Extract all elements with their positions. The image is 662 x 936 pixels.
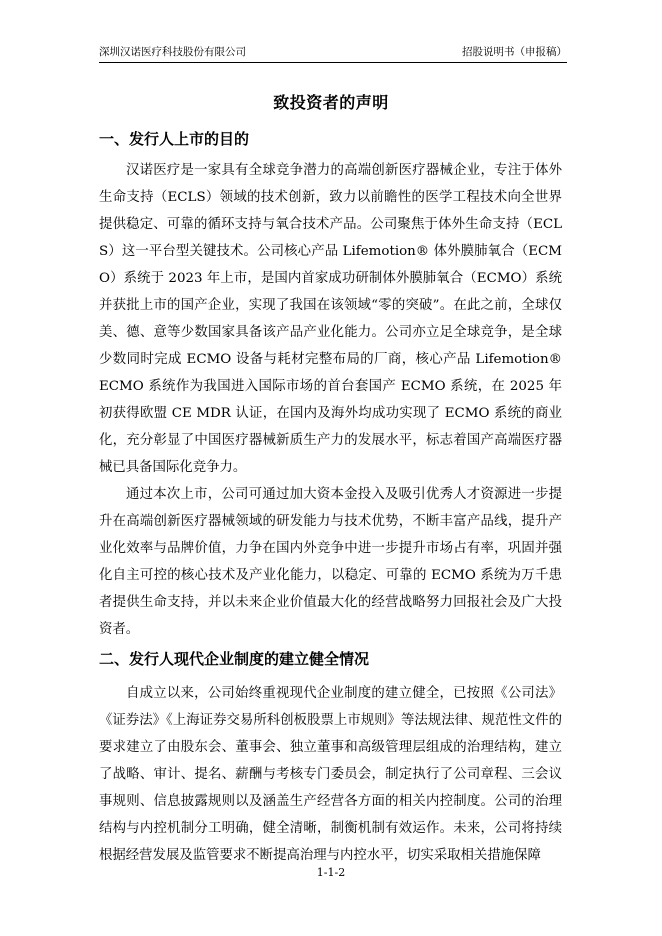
paragraph-company-overview: 汉诺医疗是一家具有全球竞争潜力的高端创新医疗器械企业，专注于体外生命支持（ECLS）领域的技术创新，致力以前瞻性的医学工程技术向全世界提供稳定、可靠的循环支持与氧合技术产品。公司聚焦于体外生命支持（ECLS）这一平台型关键技术。公司核心产品 Lifemotion® 体外膜肺氧合（ECMO）系统于 2023 年上市，是国内首家成功研制体外膜肺氧合（ECMO）系统并获批上市的国产企业，实现了我国在该领域“零的突破”。在此之前，全球仅美、德、意等少数国家具备该产品产业化能力。公司亦立足全球竞争，是全球少数同时完成 ECMO 设备与耗材完整布局的厂商，核心产品 Lifemotion® ECMO 系统作为我国进入国际市场的首台套国产 ECMO 系统，在 2025 年初获得欧盟 CE MDR 认证，在国内及海外均成功实现了 ECMO 系统的商业化，充分彰显了中国医疗器械新质生产力的发展水平，标志着国产高端医疗器械已具备国际化竞争力。 [99, 163, 562, 475]
header-company-name: 深圳汉诺医疗科技股份有限公司 [99, 46, 246, 58]
section-heading-corporate-governance: 二、发行人现代企业制度的建立健全情况 [99, 650, 370, 668]
page-header [99, 44, 567, 63]
header-document-type: 招股说明书（申报稿） [462, 46, 567, 58]
paragraph-listing-goals: 通过本次上市，公司可通过加大资本金投入及吸引优秀人才资源进一步提升在高端创新医疗器械领域的研发能力与技术优势，不断丰富产品线，提升产业化效率与品牌价值，力争在国内外竞争中进一步提升市场占有率，巩固并强化自主可控的核心技术及产业化能力，以稳定、可靠的 ECMO 系统为万千患者提供生命支持，并以未来企业价值最大化的经营战略努力回报社会及广大投资者。 [99, 487, 562, 637]
paragraph-governance-structure: 自成立以来，公司始终重视现代企业制度的建立健全，已按照《公司法》《证券法》《上海证券交易所科创板股票上市规则》等法规法律、规范性文件的要求建立了由股东会、董事会、独立董事和高级管理层组成的治理结构，建立了战略、审计、提名、薪酬与考核专门委员会，制定执行了公司章程、三会议事规则、信息披露规则以及涵盖生产经营各方面的相关内控制度。公司的治理结构与内控机制分工明确，健全清晰，制衡机制有效运作。未来，公司将持续根据经营发展及监管要求不断提高治理与内控水平，切实采取相关措施保障 [99, 686, 562, 863]
page-number: 1-1-2 [316, 866, 346, 879]
document-title: 致投资者的声明 [273, 93, 389, 112]
section-heading-listing-purpose: 一、发行人上市的目的 [99, 130, 250, 148]
